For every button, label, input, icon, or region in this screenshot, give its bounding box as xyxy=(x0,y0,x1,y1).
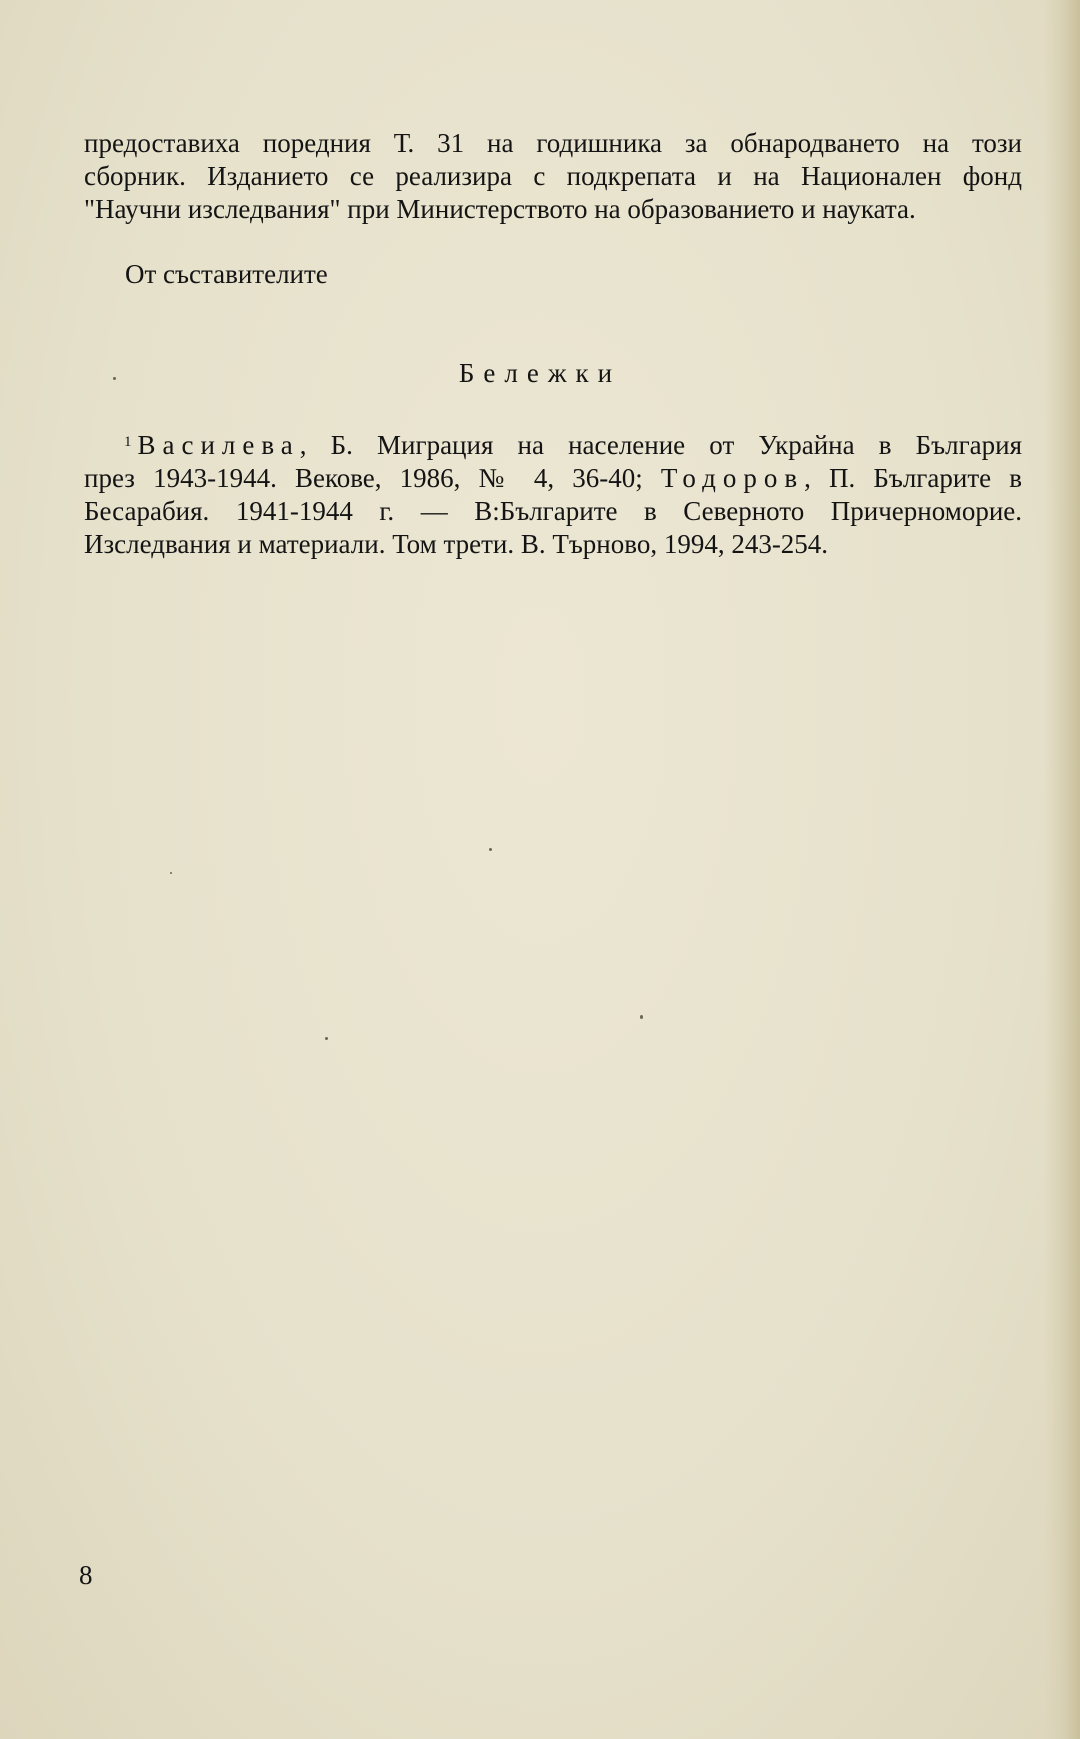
paper-speck xyxy=(640,1015,643,1019)
footnote-text: , П. Българите в xyxy=(804,463,1022,493)
footnote-line: Бесарабия. 1941-1944 г. — В:Българите в Северното Причерноморие. xyxy=(84,496,1022,526)
notes-heading: Бележки xyxy=(458,358,622,388)
signature: От съставителите xyxy=(125,259,328,289)
intro-line: предоставиха поредния Т. 31 на годишника за обнародването на този xyxy=(84,128,1022,158)
paper-speck xyxy=(325,1037,328,1040)
paper-speck xyxy=(170,872,172,874)
paper-speck xyxy=(489,848,492,851)
footnote-marker: 1 xyxy=(124,434,132,450)
page-number: 8 xyxy=(79,1560,93,1590)
footnote-text: , Б. Миграция на население от Украйна в България xyxy=(299,430,1022,460)
intro-line: сборник. Изданието се реализира с подкрепата и на Национален фонд xyxy=(84,161,1022,191)
paper-speck xyxy=(113,377,116,380)
page-edge-shadow xyxy=(1044,0,1080,1739)
intro-line: "Научни изследвания" при Министерството на образованието и науката. xyxy=(84,194,916,224)
intro-paragraph xyxy=(84,127,1022,226)
footnote-author: Василева xyxy=(137,430,300,460)
footnote-text: през 1943-1944. Векове, 1986, № 4, 36-40; xyxy=(84,463,661,493)
footnote-line: Изследвания и материали. Том трети. В. Търново, 1994, 243-254. xyxy=(84,529,829,559)
footnote xyxy=(84,426,1022,561)
footnote-author: Тодоров xyxy=(660,463,805,493)
footnote-line xyxy=(84,462,1022,495)
footnote-line xyxy=(84,426,1022,462)
